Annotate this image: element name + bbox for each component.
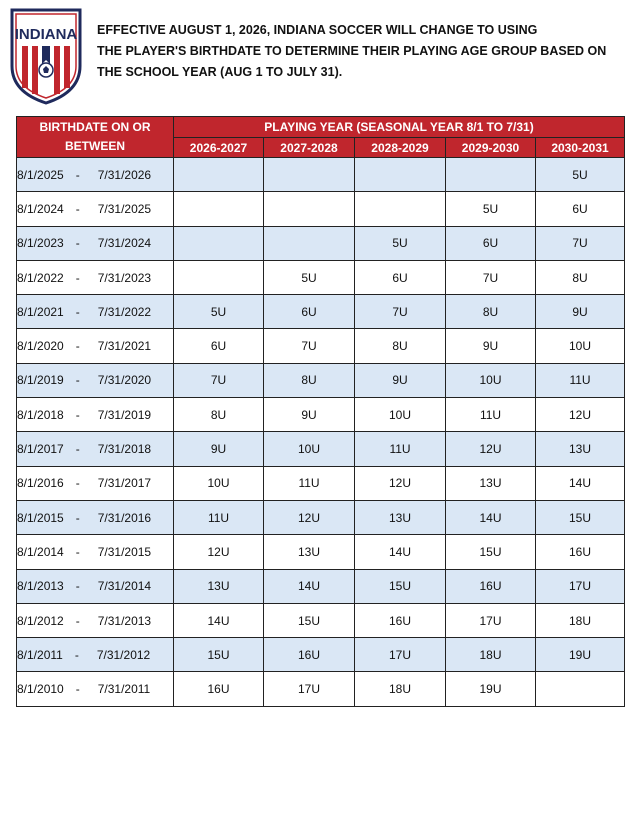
birthdate-from: 8/1/2015 bbox=[17, 510, 64, 525]
age-group-cell bbox=[174, 158, 264, 192]
table-row bbox=[17, 260, 625, 294]
age-group-cell: 9U bbox=[446, 329, 536, 363]
age-group-cell: 5U bbox=[355, 226, 446, 260]
range-dash: - bbox=[75, 579, 80, 594]
birthdate-range-cell bbox=[17, 535, 174, 569]
age-group-cell: 5U bbox=[174, 295, 264, 329]
year-header: 2029-2030 bbox=[446, 138, 536, 158]
birthdate-to: 7/31/2018 bbox=[97, 442, 152, 457]
table-row bbox=[17, 398, 625, 432]
birthdate-header bbox=[17, 117, 174, 158]
age-group-cell: 15U bbox=[536, 500, 625, 534]
age-group-cell: 9U bbox=[264, 398, 355, 432]
age-group-cell: 15U bbox=[355, 569, 446, 603]
age-group-cell: 8U bbox=[536, 260, 625, 294]
birthdate-from: 8/1/2021 bbox=[17, 304, 64, 319]
birthdate-range-cell bbox=[17, 638, 174, 672]
birthdate-range-cell bbox=[17, 363, 174, 397]
table-row bbox=[17, 295, 625, 329]
table-row bbox=[17, 329, 625, 363]
age-group-cell: 15U bbox=[264, 603, 355, 637]
age-group-cell bbox=[355, 158, 446, 192]
range-dash: - bbox=[75, 407, 80, 422]
birthdate-to: 7/31/2022 bbox=[97, 304, 152, 319]
birthdate-range-cell bbox=[17, 329, 174, 363]
birthdate-range-cell bbox=[17, 432, 174, 466]
birthdate-from: 8/1/2014 bbox=[17, 544, 64, 559]
age-group-cell: 11U bbox=[355, 432, 446, 466]
age-group-cell: 6U bbox=[536, 192, 625, 226]
age-group-cell: 13U bbox=[355, 500, 446, 534]
age-group-cell: 17U bbox=[355, 638, 446, 672]
age-group-cell: 7U bbox=[355, 295, 446, 329]
age-group-cell: 17U bbox=[264, 672, 355, 706]
range-dash: - bbox=[75, 236, 80, 251]
birthdate-from: 8/1/2019 bbox=[17, 373, 64, 388]
age-group-cell: 7U bbox=[174, 363, 264, 397]
range-dash: - bbox=[75, 373, 80, 388]
year-header: 2028-2029 bbox=[355, 138, 446, 158]
birthdate-to: 7/31/2020 bbox=[97, 373, 152, 388]
age-group-cell: 14U bbox=[174, 603, 264, 637]
range-dash: - bbox=[75, 682, 80, 697]
age-group-cell: 11U bbox=[264, 466, 355, 500]
notice-line-2: THE PLAYER'S BIRTHDATE TO DETERMINE THEIR PLAYING AGE GROUP BASED ON bbox=[97, 44, 607, 58]
age-group-cell: 16U bbox=[446, 569, 536, 603]
table-row bbox=[17, 192, 625, 226]
age-group-cell: 8U bbox=[264, 363, 355, 397]
age-group-cell: 9U bbox=[174, 432, 264, 466]
age-group-cell: 14U bbox=[536, 466, 625, 500]
age-group-cell: 10U bbox=[174, 466, 264, 500]
range-dash: - bbox=[75, 442, 80, 457]
birthdate-range-cell bbox=[17, 500, 174, 534]
birthdate-from: 8/1/2017 bbox=[17, 442, 64, 457]
range-dash: - bbox=[75, 613, 80, 628]
age-group-cell: 16U bbox=[264, 638, 355, 672]
range-dash: - bbox=[75, 510, 80, 525]
age-group-cell: 15U bbox=[174, 638, 264, 672]
range-dash: - bbox=[75, 201, 80, 216]
age-group-cell: 16U bbox=[536, 535, 625, 569]
year-header: 2026-2027 bbox=[174, 138, 264, 158]
birthdate-from: 8/1/2010 bbox=[17, 682, 64, 697]
table-row bbox=[17, 158, 625, 192]
age-group-cell: 12U bbox=[174, 535, 264, 569]
age-group-cell: 13U bbox=[264, 535, 355, 569]
range-dash: - bbox=[75, 167, 80, 182]
notice-line-3: THE SCHOOL YEAR (AUG 1 TO JULY 31). bbox=[97, 65, 343, 79]
birthdate-to: 7/31/2015 bbox=[97, 544, 152, 559]
birthdate-from: 8/1/2022 bbox=[17, 270, 64, 285]
age-group-cell: 9U bbox=[536, 295, 625, 329]
age-group-cell: 5U bbox=[446, 192, 536, 226]
age-group-cell: 10U bbox=[264, 432, 355, 466]
age-group-cell: 18U bbox=[536, 603, 625, 637]
birthdate-from: 8/1/2016 bbox=[17, 476, 64, 491]
birthdate-range-cell bbox=[17, 672, 174, 706]
range-dash: - bbox=[75, 339, 80, 354]
age-group-cell: 8U bbox=[446, 295, 536, 329]
birthdate-range-cell bbox=[17, 260, 174, 294]
age-group-cell: 16U bbox=[355, 603, 446, 637]
age-group-cell bbox=[264, 192, 355, 226]
indiana-soccer-logo bbox=[8, 6, 84, 106]
birthdate-to: 7/31/2021 bbox=[97, 339, 152, 354]
age-group-cell: 17U bbox=[446, 603, 536, 637]
age-group-cell: 8U bbox=[355, 329, 446, 363]
birthdate-to: 7/31/2012 bbox=[96, 647, 151, 662]
birthdate-from: 8/1/2018 bbox=[17, 407, 64, 422]
birthdate-to: 7/31/2023 bbox=[97, 270, 152, 285]
birthdate-to: 7/31/2024 bbox=[97, 236, 152, 251]
age-group-cell bbox=[446, 158, 536, 192]
table-row bbox=[17, 466, 625, 500]
age-group-cell: 7U bbox=[536, 226, 625, 260]
year-header: 2030-2031 bbox=[536, 138, 625, 158]
age-group-cell: 5U bbox=[536, 158, 625, 192]
table-row bbox=[17, 226, 625, 260]
age-group-cell: 16U bbox=[174, 672, 264, 706]
age-group-cell: 13U bbox=[536, 432, 625, 466]
age-group-cell: 8U bbox=[174, 398, 264, 432]
range-dash: - bbox=[75, 544, 80, 559]
age-group-cell bbox=[536, 672, 625, 706]
table-row bbox=[17, 432, 625, 466]
birthdate-range-cell bbox=[17, 603, 174, 637]
age-group-cell: 12U bbox=[536, 398, 625, 432]
age-group-cell: 6U bbox=[446, 226, 536, 260]
age-group-cell bbox=[174, 192, 264, 226]
birthdate-header-line1: BIRTHDATE ON OR bbox=[39, 120, 151, 134]
range-dash: - bbox=[74, 647, 79, 662]
table-row bbox=[17, 603, 625, 637]
age-group-cell bbox=[174, 260, 264, 294]
age-group-cell: 18U bbox=[355, 672, 446, 706]
age-group-table bbox=[16, 116, 625, 707]
birthdate-from: 8/1/2025 bbox=[17, 167, 64, 182]
table-row bbox=[17, 500, 625, 534]
birthdate-header-line2: BETWEEN bbox=[65, 139, 125, 153]
table-row bbox=[17, 363, 625, 397]
age-group-cell: 11U bbox=[174, 500, 264, 534]
birthdate-to: 7/31/2013 bbox=[97, 613, 152, 628]
notice-text bbox=[97, 20, 617, 83]
birthdate-range-cell bbox=[17, 226, 174, 260]
age-group-cell bbox=[264, 158, 355, 192]
age-group-cell: 13U bbox=[446, 466, 536, 500]
range-dash: - bbox=[75, 270, 80, 285]
birthdate-to: 7/31/2011 bbox=[97, 682, 151, 697]
age-group-cell bbox=[174, 226, 264, 260]
birthdate-range-cell bbox=[17, 158, 174, 192]
age-group-cell: 9U bbox=[355, 363, 446, 397]
range-dash: - bbox=[75, 304, 80, 319]
age-group-cell bbox=[264, 226, 355, 260]
birthdate-range-cell bbox=[17, 398, 174, 432]
age-group-cell: 19U bbox=[536, 638, 625, 672]
age-group-cell bbox=[355, 192, 446, 226]
birthdate-to: 7/31/2017 bbox=[97, 476, 152, 491]
birthdate-from: 8/1/2024 bbox=[17, 201, 64, 216]
age-group-cell: 10U bbox=[446, 363, 536, 397]
age-group-cell: 14U bbox=[355, 535, 446, 569]
range-dash: - bbox=[75, 476, 80, 491]
birthdate-range-cell bbox=[17, 295, 174, 329]
age-group-cell: 7U bbox=[446, 260, 536, 294]
birthdate-to: 7/31/2014 bbox=[97, 579, 152, 594]
age-group-cell: 15U bbox=[446, 535, 536, 569]
table-row bbox=[17, 672, 625, 706]
birthdate-from: 8/1/2011 bbox=[17, 647, 63, 662]
birthdate-to: 7/31/2016 bbox=[97, 510, 152, 525]
age-group-cell: 17U bbox=[536, 569, 625, 603]
table-body bbox=[17, 158, 625, 707]
birthdate-from: 8/1/2012 bbox=[17, 613, 64, 628]
age-group-cell: 12U bbox=[446, 432, 536, 466]
table-row bbox=[17, 638, 625, 672]
age-group-cell: 10U bbox=[536, 329, 625, 363]
age-group-cell: 7U bbox=[264, 329, 355, 363]
birthdate-from: 8/1/2023 bbox=[17, 236, 64, 251]
age-group-cell: 12U bbox=[264, 500, 355, 534]
birthdate-to: 7/31/2019 bbox=[97, 407, 152, 422]
age-group-cell: 6U bbox=[264, 295, 355, 329]
age-group-cell: 11U bbox=[536, 363, 625, 397]
age-group-cell: 10U bbox=[355, 398, 446, 432]
table-row bbox=[17, 535, 625, 569]
birthdate-range-cell bbox=[17, 466, 174, 500]
age-group-cell: 19U bbox=[446, 672, 536, 706]
table-row bbox=[17, 569, 625, 603]
logo-text: INDIANA bbox=[14, 26, 78, 43]
age-group-cell: 14U bbox=[264, 569, 355, 603]
birthdate-from: 8/1/2013 bbox=[17, 579, 64, 594]
birthdate-range-cell bbox=[17, 569, 174, 603]
age-group-cell: 11U bbox=[446, 398, 536, 432]
playing-year-header: PLAYING YEAR (SEASONAL YEAR 8/1 TO 7/31) bbox=[174, 117, 625, 138]
age-group-cell: 14U bbox=[446, 500, 536, 534]
age-group-cell: 5U bbox=[264, 260, 355, 294]
notice-line-1: EFFECTIVE AUGUST 1, 2026, INDIANA SOCCER WILL CHANGE TO USING bbox=[97, 23, 538, 37]
birthdate-to: 7/31/2025 bbox=[97, 201, 152, 216]
age-group-cell: 18U bbox=[446, 638, 536, 672]
year-header: 2027-2028 bbox=[264, 138, 355, 158]
age-group-cell: 6U bbox=[174, 329, 264, 363]
birthdate-to: 7/31/2026 bbox=[97, 167, 152, 182]
birthdate-range-cell bbox=[17, 192, 174, 226]
age-group-cell: 12U bbox=[355, 466, 446, 500]
birthdate-from: 8/1/2020 bbox=[17, 339, 64, 354]
age-group-cell: 13U bbox=[174, 569, 264, 603]
age-group-cell: 6U bbox=[355, 260, 446, 294]
